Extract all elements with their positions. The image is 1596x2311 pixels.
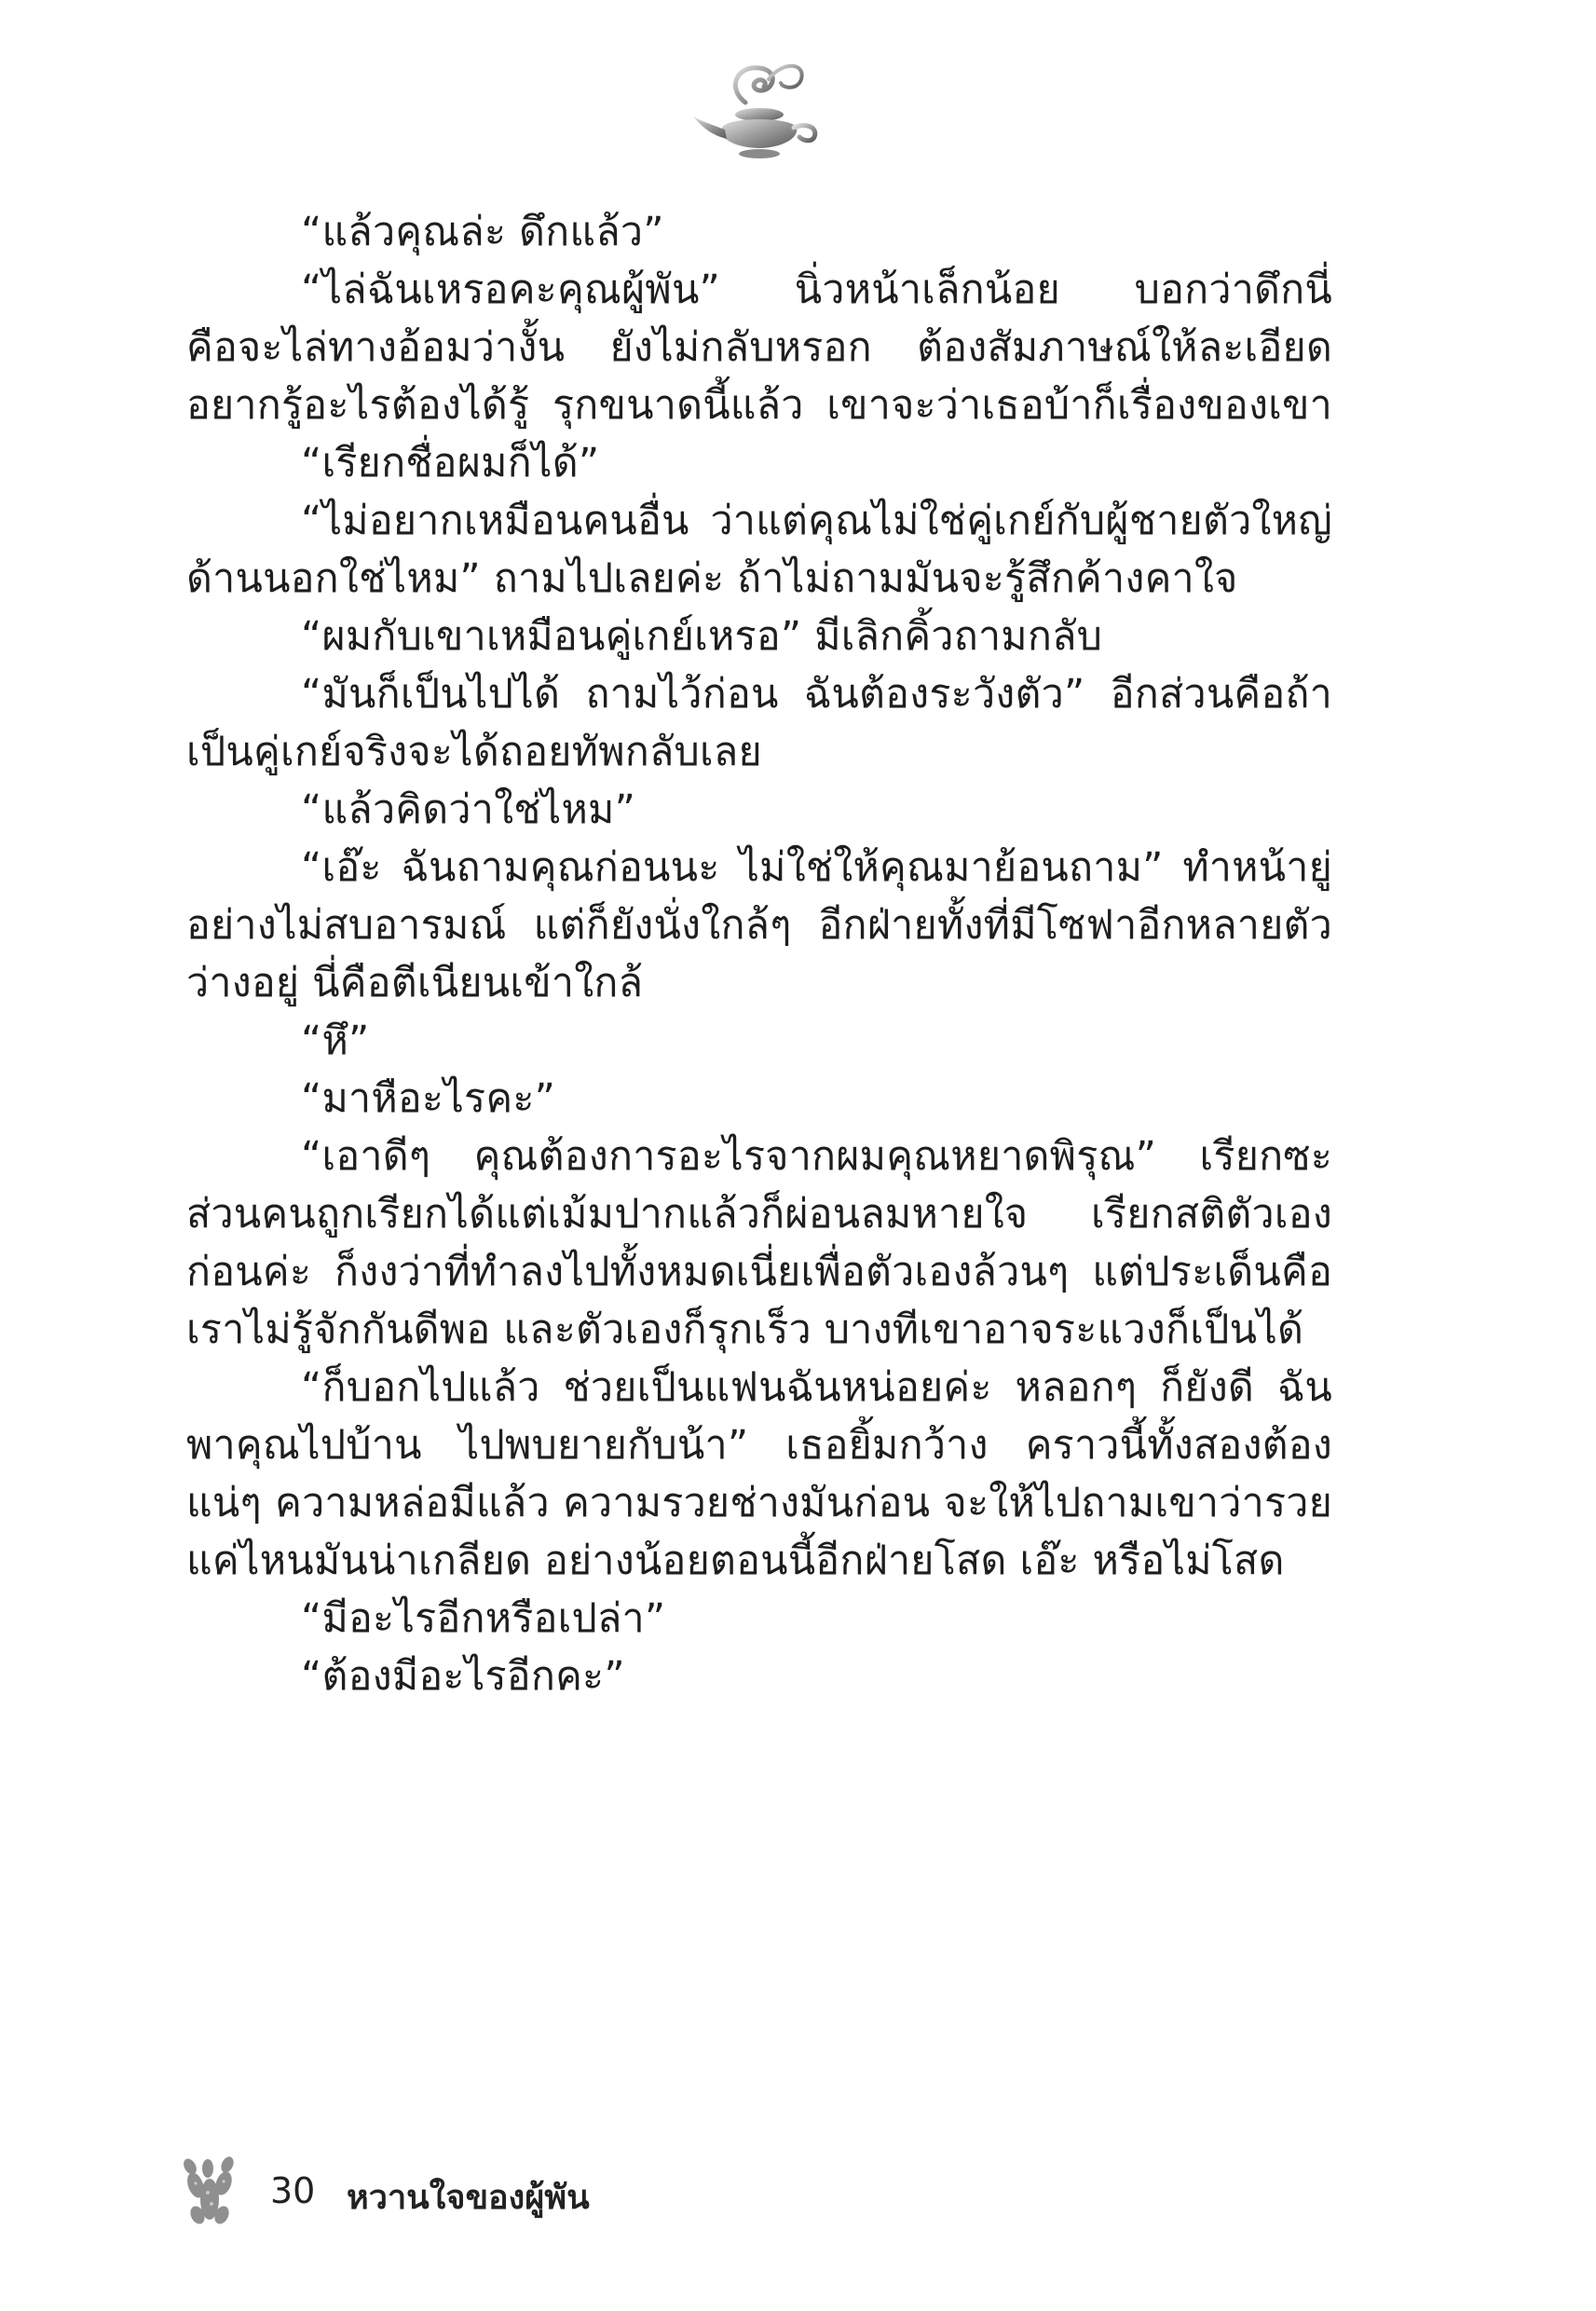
- text-line: ด้านนอกใช่ไหม” ถามไปเลยค่ะ ถ้าไม่ถามมันจะรู้สึกค้างคาใจ: [186, 555, 1238, 602]
- text-line: พาคุณไปบ้าน ไปพบยายกับน้า” เธอยิ้มกว้าง คราวนี้ทั้งสองต้อง: [186, 1422, 1332, 1469]
- page-footer: [177, 2148, 829, 2232]
- body-text: [186, 203, 1332, 1705]
- text-line: “มีอะไรอีกหรือเปล่า”: [301, 1595, 666, 1642]
- text-line: “เอาดีๆ คุณต้องการอะไรจากผมคุณหยาดพิรุณ” เรียกซะ: [301, 1133, 1332, 1180]
- text-line: เราไม่รู้จักกันดีพอ และตัวเองก็รุกเร็ว บางทีเขาอาจระแวงก็เป็นได้: [186, 1306, 1304, 1353]
- text-line: “หึ”: [301, 1018, 370, 1064]
- text-line: “มันก็เป็นไปได้ ถามไว้ก่อน ฉันต้องระวังตัว” อีกส่วนคือถ้า: [301, 671, 1332, 718]
- text-line: ส่วนคนถูกเรียกได้แต่เม้มปากแล้วก็ผ่อนลมหายใจ เรียกสติตัวเอง: [186, 1191, 1332, 1238]
- text-line: เป็นคู่เกย์จริงจะได้ถอยทัพกลับเลย: [186, 729, 762, 775]
- text-line: “ก็บอกไปแล้ว ช่วยเป็นแฟนฉันหน่อยค่ะ หลอกๆ ก็ยังดี ฉัน: [301, 1364, 1332, 1411]
- text-line: “ไล่ฉันเหรอคะคุณผู้พัน” นิ่วหน้าเล็กน้อย บอกว่าดึกนี่: [301, 267, 1332, 313]
- genie-lamp-icon: [689, 51, 829, 163]
- text-line: “เรียกชื่อผมก็ได้”: [301, 440, 600, 486]
- book-title: หวานใจของผู้พัน: [347, 2179, 590, 2217]
- text-line: ว่างอยู่ นี่คือตีเนียนเข้าใกล้: [186, 960, 644, 1006]
- text-line: “ไม่อยากเหมือนคนอื่น ว่าแต่คุณไม่ใช่คู่เกย์กับผู้ชายตัวใหญ่: [301, 498, 1332, 544]
- text-line: ก่อนค่ะ ก็งงว่าที่ทำลงไปทั้งหมดเนี่ยเพื่อตัวเองล้วนๆ แต่ประเด็นคือ: [186, 1249, 1332, 1295]
- cactus-icon: [177, 2148, 242, 2232]
- page-number: 30: [270, 2170, 316, 2211]
- text-line: “ผมกับเขาเหมือนคู่เกย์เหรอ” มีเลิกคิ้วถามกลับ: [301, 613, 1103, 660]
- text-line: แน่ๆ ความหล่อมีแล้ว ความรวยช่างมันก่อน จะให้ไปถามเขาว่ารวย: [186, 1480, 1332, 1526]
- text-line: อยากรู้อะไรต้องได้รู้ รุกขนาดนี้แล้ว เขาจะว่าเธอบ้าก็เรื่องของเขา: [186, 382, 1332, 429]
- text-line: แค่ไหนมันน่าเกลียด อย่างน้อยตอนนี้อีกฝ่ายโสด เอ๊ะ หรือไม่โสด: [186, 1538, 1285, 1584]
- text-line: “แล้วคิดว่าใช่ไหม”: [301, 786, 636, 833]
- text-line: อย่างไม่สบอารมณ์ แต่ก็ยังนั่งใกล้ๆ อีกฝ่ายทั้งที่มีโซฟาอีกหลายตัว: [186, 902, 1332, 949]
- text-line: คือจะไล่ทางอ้อมว่างั้น ยังไม่กลับหรอก ต้องสัมภาษณ์ให้ละเอียด: [186, 324, 1332, 371]
- text-line: “มาหือะไรคะ”: [301, 1075, 556, 1122]
- text-line: “ต้องมีอะไรอีกคะ”: [301, 1653, 625, 1700]
- text-line: “เอ๊ะ ฉันถามคุณก่อนนะ ไม่ใช่ให้คุณมาย้อนถาม” ทำหน้ายู่: [301, 844, 1332, 891]
- text-line: “แล้วคุณล่ะ ดึกแล้ว”: [301, 209, 664, 255]
